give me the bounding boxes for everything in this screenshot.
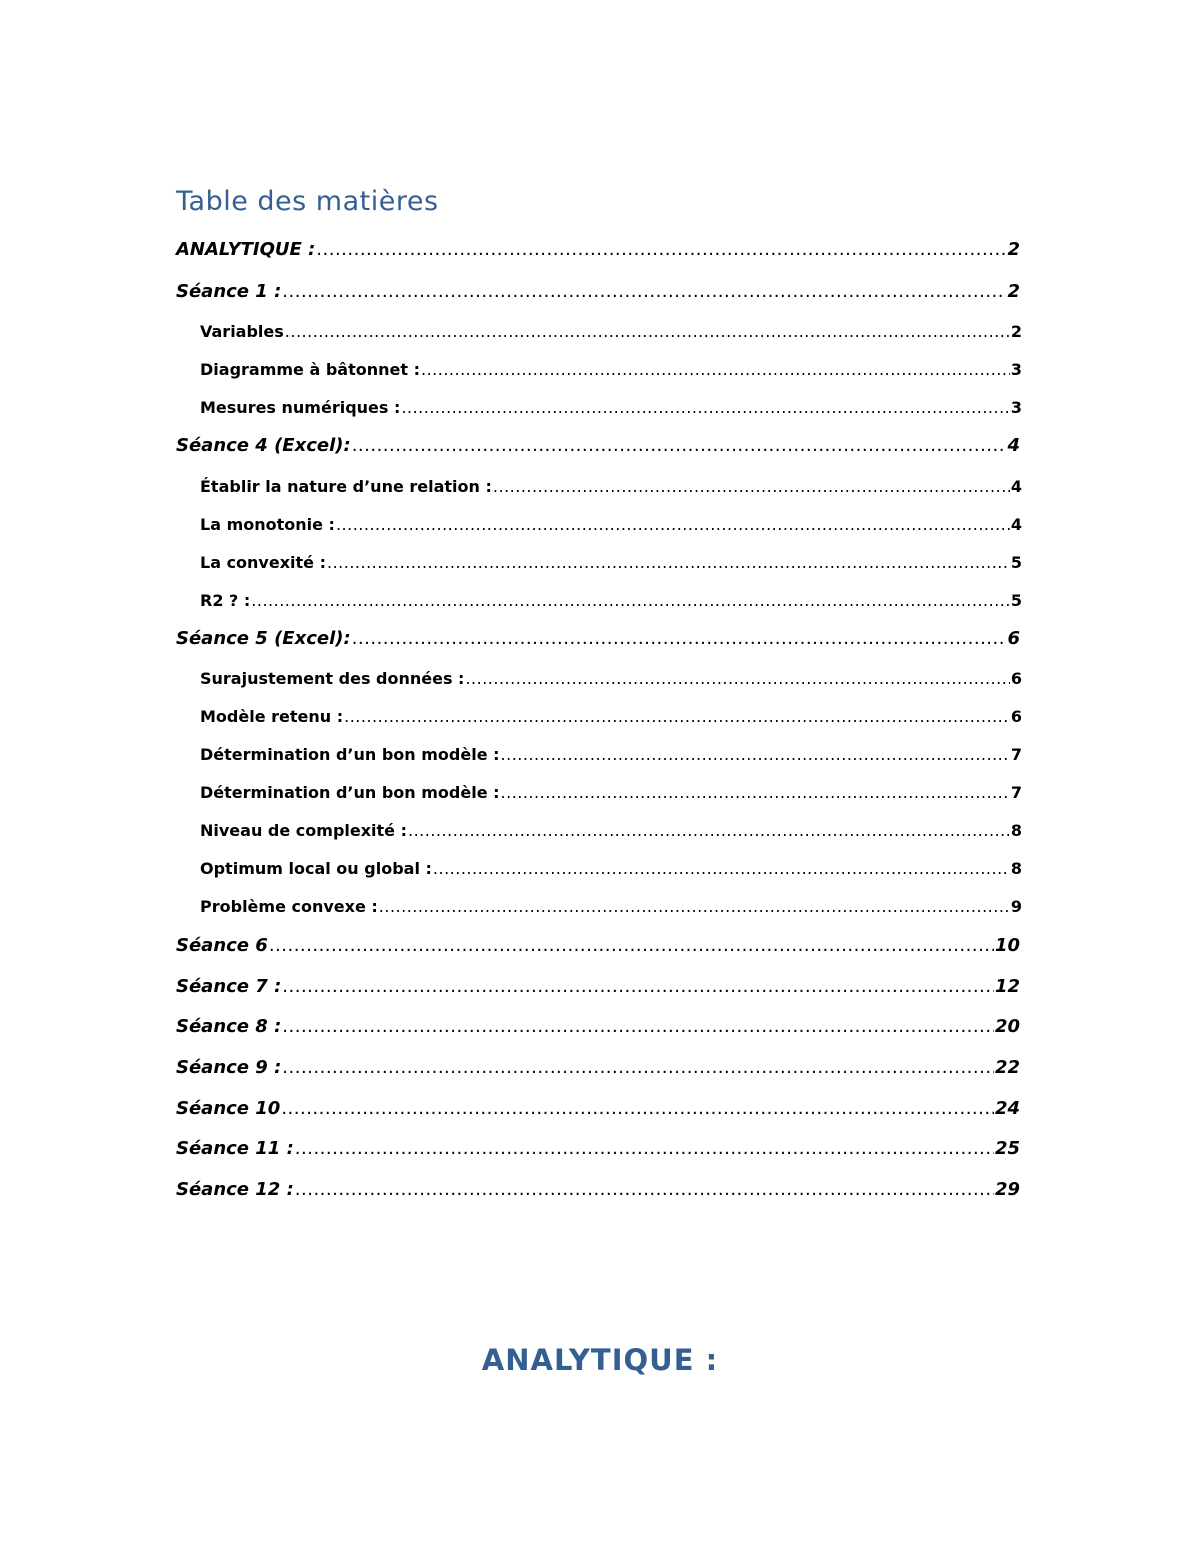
toc-dot-leader: [379, 897, 1010, 916]
toc-entry-page: 4: [1010, 515, 1022, 534]
toc-entry-label: Séance 10: [176, 1098, 281, 1119]
toc-entry-label: Séance 7 :: [176, 976, 282, 997]
section-heading: ANALYTIQUE :: [481, 1343, 719, 1377]
toc-entry-label: Séance 11 :: [176, 1138, 294, 1159]
toc-entry-label: Diagramme à bâtonnet :: [200, 360, 420, 379]
toc-entry[interactable]: [200, 669, 1022, 688]
toc-dot-leader: [282, 1016, 994, 1037]
toc-entry-page: 3: [1010, 360, 1022, 379]
toc-entry[interactable]: [200, 477, 1022, 496]
toc-entry-page: 10: [994, 935, 1020, 956]
toc-entry[interactable]: [200, 783, 1022, 802]
toc-entry-label: Détermination d’un bon modèle :: [200, 745, 500, 764]
toc-entry-page: 2: [1007, 239, 1020, 260]
toc-entry-label: Séance 4 (Excel):: [176, 435, 351, 456]
toc-entry-label: Séance 12 :: [176, 1179, 294, 1200]
toc-entry-page: 5: [1010, 553, 1022, 572]
toc-entry-label: ANALYTIQUE :: [176, 239, 316, 260]
toc-entry[interactable]: [200, 515, 1022, 534]
toc-dot-leader: [408, 821, 1010, 840]
toc-entry-page: 8: [1010, 821, 1022, 840]
toc-entry[interactable]: [200, 745, 1022, 764]
toc-entry-label: R2 ? :: [200, 591, 251, 610]
toc-entry-label: Séance 5 (Excel):: [176, 628, 351, 649]
toc-title: Table des matières: [176, 186, 439, 217]
toc-entry[interactable]: [200, 897, 1022, 916]
toc-entry-page: 6: [1010, 707, 1022, 726]
toc-dot-leader: [282, 976, 994, 997]
toc-dot-leader: [251, 591, 1010, 610]
toc-dot-leader: [352, 628, 1007, 649]
toc-entry-label: Séance 9 :: [176, 1057, 282, 1078]
toc-entry[interactable]: [176, 435, 1020, 456]
toc-entry[interactable]: [176, 1138, 1020, 1159]
toc-dot-leader: [327, 553, 1010, 572]
toc-entry-label: Séance 1 :: [176, 281, 282, 302]
toc-entry-label: Optimum local ou global :: [200, 859, 432, 878]
toc-entry-label: Modèle retenu :: [200, 707, 344, 726]
toc-entry-label: Niveau de complexité :: [200, 821, 407, 840]
toc-entry-label: Séance 6: [176, 935, 268, 956]
toc-entry[interactable]: [176, 1016, 1020, 1037]
toc-entry-page: 3: [1010, 398, 1022, 417]
toc-dot-leader: [285, 322, 1010, 341]
toc-dot-leader: [501, 745, 1010, 764]
toc-entry-page: 29: [994, 1179, 1020, 1200]
toc-entry-label: Surajustement des données :: [200, 669, 465, 688]
toc-entry-page: 4: [1007, 435, 1020, 456]
toc-entry[interactable]: [200, 707, 1022, 726]
toc-dot-leader: [344, 707, 1010, 726]
toc-dot-leader: [501, 783, 1010, 802]
toc-entry[interactable]: [176, 1098, 1020, 1119]
toc-dot-leader: [401, 398, 1009, 417]
toc-entry-page: 6: [1007, 628, 1020, 649]
toc-dot-leader: [352, 435, 1007, 456]
toc-dot-leader: [465, 669, 1009, 688]
toc-entry-page: 8: [1010, 859, 1022, 878]
toc-entry[interactable]: [176, 239, 1020, 260]
toc-dot-leader: [433, 859, 1010, 878]
toc-entry[interactable]: [176, 1057, 1020, 1078]
toc-dot-leader: [282, 281, 1006, 302]
toc-entry-page: 6: [1010, 669, 1022, 688]
toc-entry-page: 9: [1010, 897, 1022, 916]
toc-entry-page: 4: [1010, 477, 1022, 496]
toc-dot-leader: [269, 935, 994, 956]
toc-entry-label: Problème convexe :: [200, 897, 378, 916]
toc-entry-page: 2: [1010, 322, 1022, 341]
toc-dot-leader: [281, 1098, 994, 1119]
toc-dot-leader: [421, 360, 1010, 379]
toc-entry-page: 12: [994, 976, 1020, 997]
toc-entry-page: 25: [994, 1138, 1020, 1159]
toc-dot-leader: [316, 239, 1006, 260]
toc-dot-leader: [295, 1179, 994, 1200]
toc-entry[interactable]: [200, 821, 1022, 840]
toc-entry-label: Détermination d’un bon modèle :: [200, 783, 500, 802]
toc-entry-label: La convexité :: [200, 553, 326, 572]
toc-dot-leader: [295, 1138, 994, 1159]
toc-entry-label: Variables: [200, 322, 284, 341]
toc-entry[interactable]: [200, 360, 1022, 379]
toc-entry-page: 24: [994, 1098, 1020, 1119]
toc-dot-leader: [336, 515, 1010, 534]
toc-dot-leader: [493, 477, 1010, 496]
toc-entry[interactable]: [200, 591, 1022, 610]
toc-entry-label: Établir la nature d’une relation :: [200, 477, 492, 496]
toc-entry[interactable]: [200, 859, 1022, 878]
toc-entry-label: Mesures numériques :: [200, 398, 401, 417]
toc-entry[interactable]: [176, 628, 1020, 649]
toc-entry[interactable]: [200, 398, 1022, 417]
toc-entry[interactable]: [200, 553, 1022, 572]
toc-entry-page: 5: [1010, 591, 1022, 610]
toc-entry[interactable]: [176, 976, 1020, 997]
toc-entry-page: 22: [994, 1057, 1020, 1078]
toc-entry-label: Séance 8 :: [176, 1016, 282, 1037]
toc-entry[interactable]: [200, 322, 1022, 341]
toc-entry-label: La monotonie :: [200, 515, 335, 534]
toc-entry-page: 20: [994, 1016, 1020, 1037]
toc-entry-page: 7: [1010, 745, 1022, 764]
toc-entry-page: 7: [1010, 783, 1022, 802]
toc-entry[interactable]: [176, 281, 1020, 302]
toc-entry[interactable]: [176, 1179, 1020, 1200]
toc-dot-leader: [282, 1057, 994, 1078]
toc-entry-page: 2: [1007, 281, 1020, 302]
toc-entry[interactable]: [176, 935, 1020, 956]
